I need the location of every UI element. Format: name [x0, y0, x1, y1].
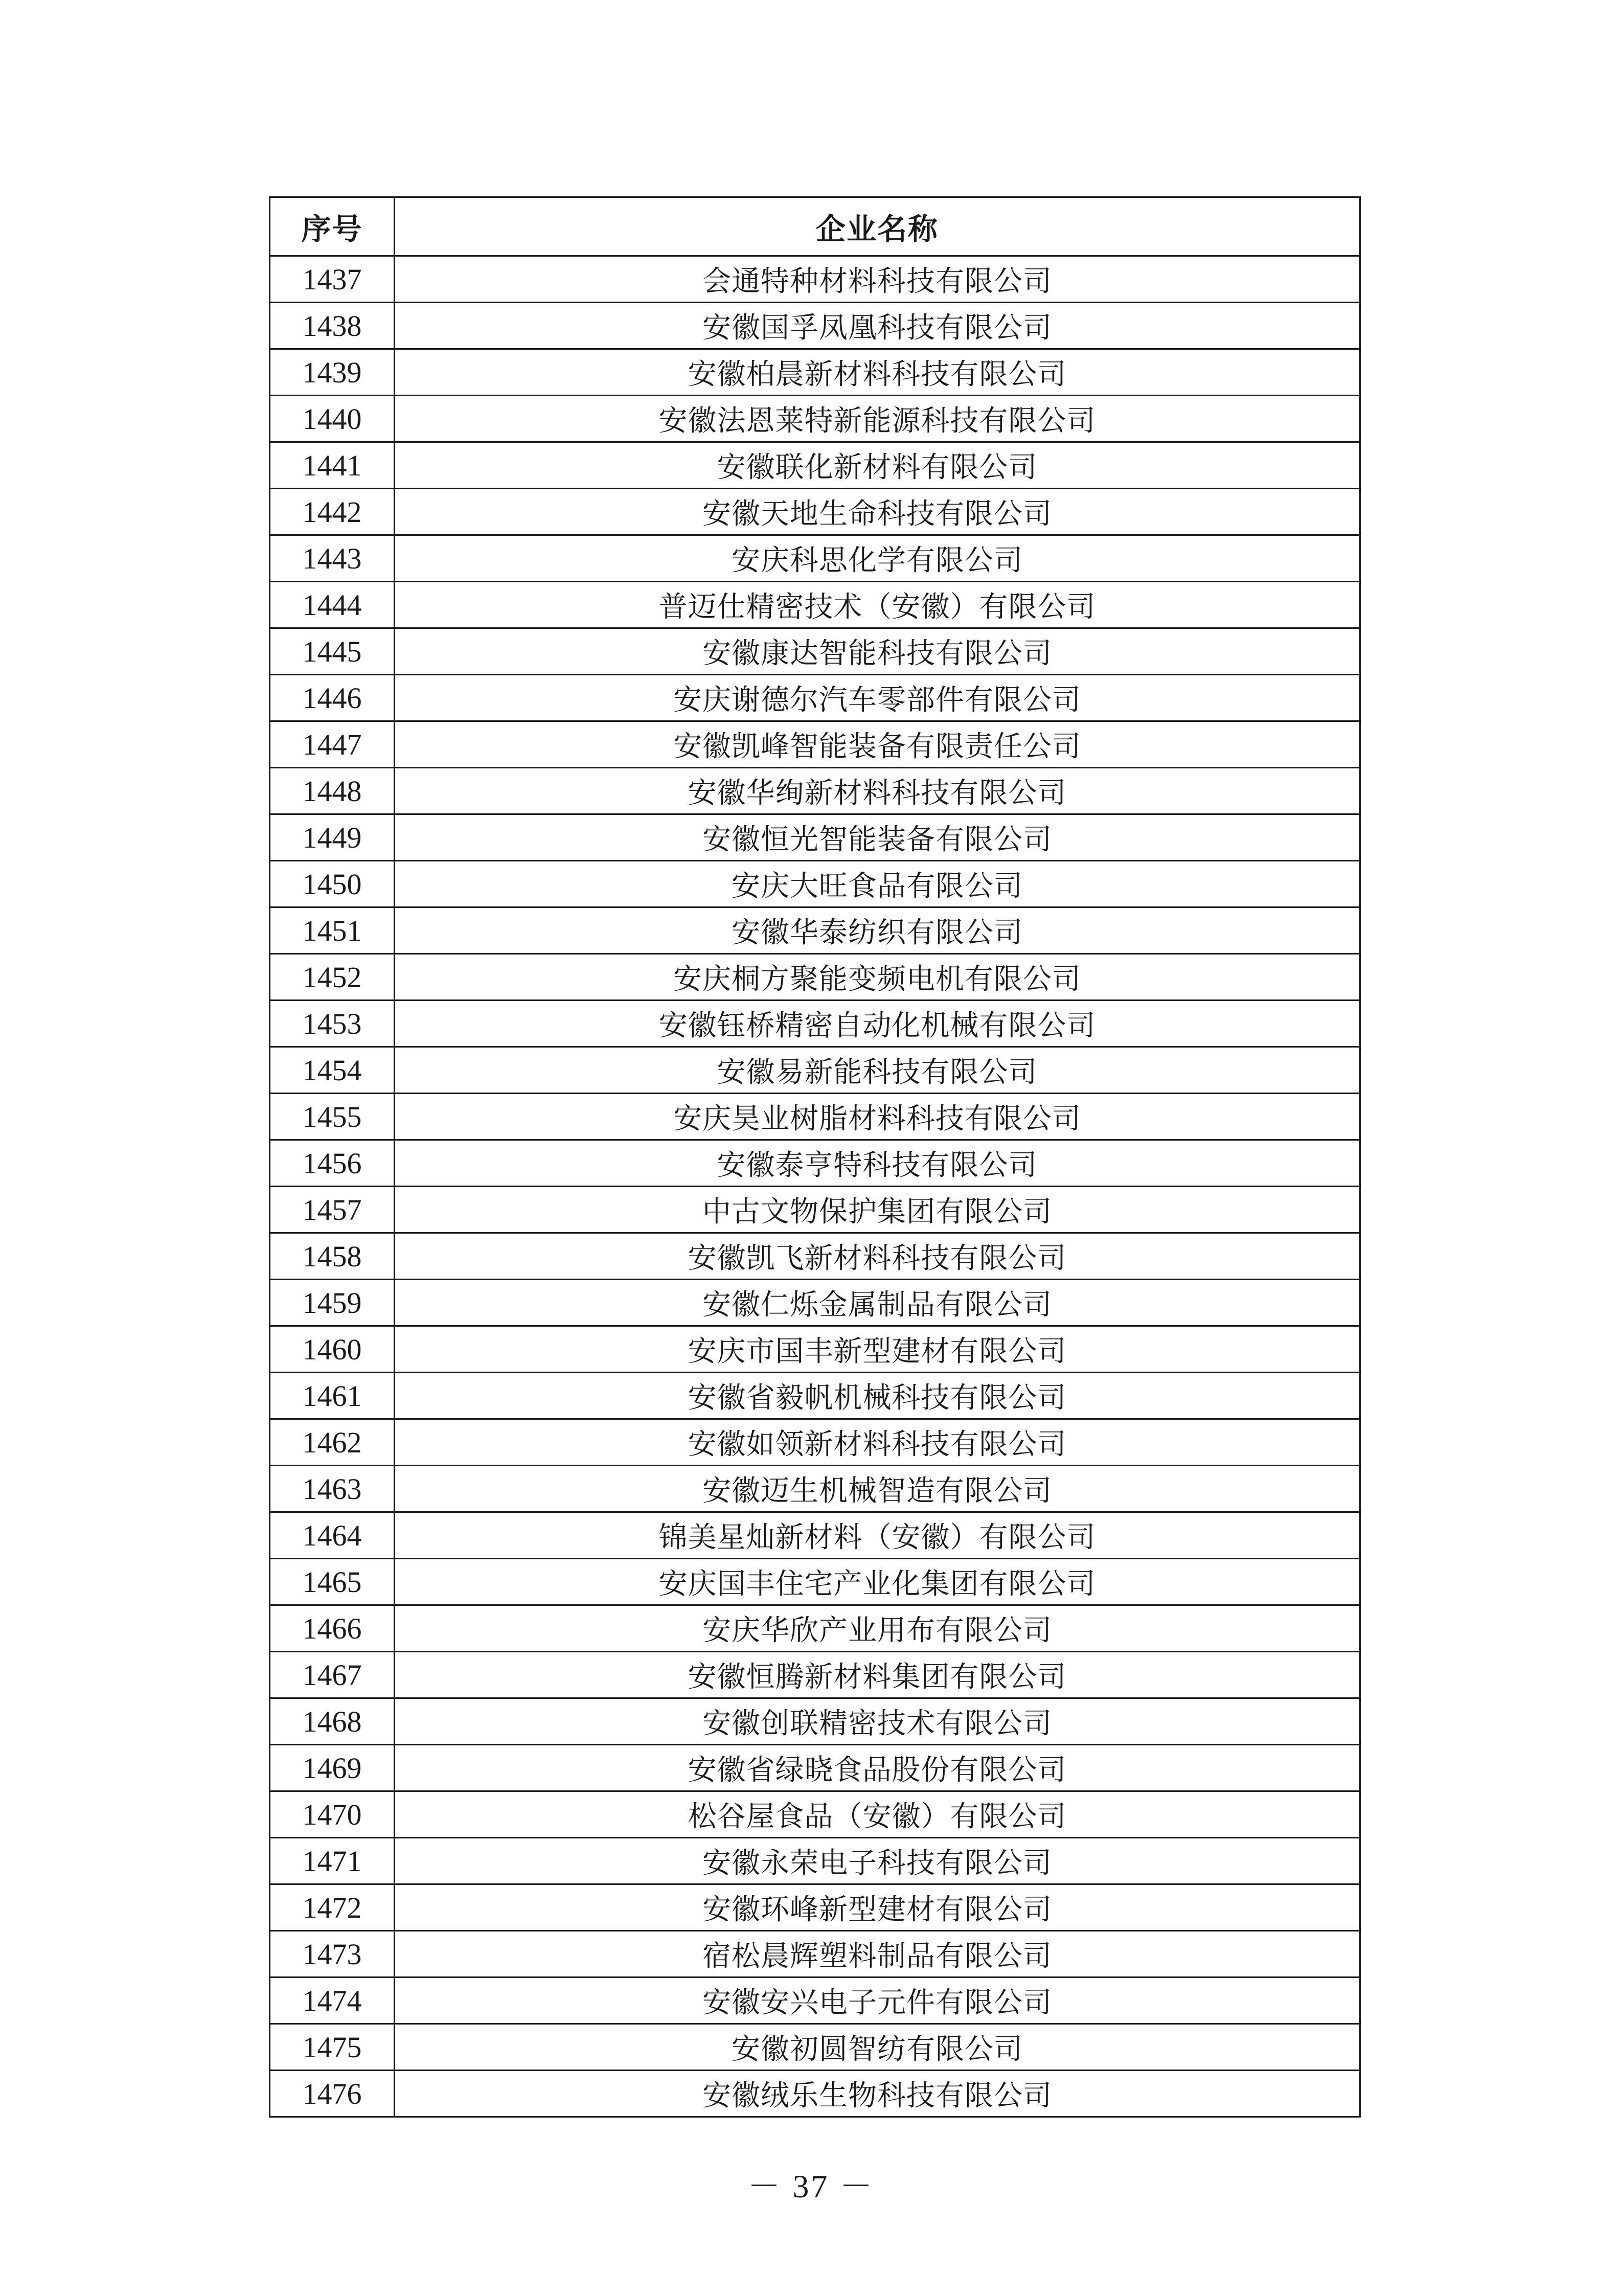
row-index-cell: 1467 [270, 1652, 395, 1698]
table-header [270, 197, 1360, 256]
table-row [270, 535, 1360, 582]
table-row [270, 1745, 1360, 1791]
page-number: － 37 － [747, 2168, 875, 2204]
row-index-cell: 1468 [270, 1698, 395, 1745]
company-name-cell: 安徽恒光智能装备有限公司 [395, 814, 1360, 861]
table-row [270, 1512, 1360, 1559]
company-name-cell: 安徽安兴电子元件有限公司 [395, 1977, 1360, 2024]
row-index-cell: 1472 [270, 1884, 395, 1931]
company-list-table [269, 196, 1361, 2118]
company-name-cell: 安徽创联精密技术有限公司 [395, 1698, 1360, 1745]
table-row [270, 628, 1360, 675]
row-index-cell: 1471 [270, 1838, 395, 1884]
row-index-cell: 1476 [270, 2071, 395, 2117]
table-row [270, 1559, 1360, 1605]
table-row [270, 582, 1360, 628]
company-name-cell: 安庆桐方聚能变频电机有限公司 [395, 954, 1360, 1001]
row-index-cell: 1470 [270, 1791, 395, 1838]
table-row [270, 1140, 1360, 1187]
row-index-cell: 1464 [270, 1512, 395, 1559]
company-name-cell: 中古文物保护集团有限公司 [395, 1187, 1360, 1233]
company-name-cell: 安徽仁烁金属制品有限公司 [395, 1280, 1360, 1326]
table-row [270, 675, 1360, 721]
row-index-cell: 1440 [270, 396, 395, 442]
company-name-cell: 安徽恒腾新材料集团有限公司 [395, 1652, 1360, 1698]
table-row [270, 954, 1360, 1001]
company-name-cell: 安徽易新能科技有限公司 [395, 1047, 1360, 1094]
company-name-column-header: 企业名称 [395, 197, 1360, 256]
company-name-cell: 安庆市国丰新型建材有限公司 [395, 1326, 1360, 1373]
table-row [270, 1001, 1360, 1047]
company-name-cell: 安徽泰亨特科技有限公司 [395, 1140, 1360, 1187]
company-name-cell: 安徽国孚凤凰科技有限公司 [395, 303, 1360, 349]
company-name-cell: 锦美星灿新材料（安徽）有限公司 [395, 1512, 1360, 1559]
row-index-cell: 1473 [270, 1931, 395, 1977]
table-row [270, 1280, 1360, 1326]
row-index-cell: 1456 [270, 1140, 395, 1187]
table-row [270, 1977, 1360, 2024]
row-index-cell: 1444 [270, 582, 395, 628]
company-name-cell: 安徽凯峰智能装备有限责任公司 [395, 721, 1360, 768]
table-row [270, 1373, 1360, 1419]
company-name-cell: 安庆科思化学有限公司 [395, 535, 1360, 582]
table-row [270, 861, 1360, 907]
table-row [270, 1605, 1360, 1652]
row-index-cell: 1465 [270, 1559, 395, 1605]
table-row [270, 396, 1360, 442]
company-name-cell: 安徽凯飞新材料科技有限公司 [395, 1233, 1360, 1280]
table-row [270, 1187, 1360, 1233]
table-row [270, 442, 1360, 489]
row-index-cell: 1459 [270, 1280, 395, 1326]
company-name-cell: 安徽法恩莱特新能源科技有限公司 [395, 396, 1360, 442]
table-row [270, 1838, 1360, 1884]
table-header-row [270, 197, 1360, 256]
table-row [270, 1466, 1360, 1512]
company-name-cell: 安庆昊业树脂材料科技有限公司 [395, 1094, 1360, 1140]
company-name-cell: 安徽钰桥精密自动化机械有限公司 [395, 1001, 1360, 1047]
company-name-cell: 安徽如领新材料科技有限公司 [395, 1419, 1360, 1466]
row-index-cell: 1445 [270, 628, 395, 675]
company-name-cell: 宿松晨辉塑料制品有限公司 [395, 1931, 1360, 1977]
row-index-cell: 1437 [270, 256, 395, 303]
row-index-cell: 1448 [270, 768, 395, 814]
table-row [270, 489, 1360, 535]
table-row [270, 721, 1360, 768]
table-row [270, 1094, 1360, 1140]
row-index-cell: 1441 [270, 442, 395, 489]
row-index-cell: 1461 [270, 1373, 395, 1419]
company-name-cell: 会通特种材料科技有限公司 [395, 256, 1360, 303]
row-index-cell: 1469 [270, 1745, 395, 1791]
company-name-cell: 安徽初圆智纺有限公司 [395, 2024, 1360, 2071]
table-row [270, 907, 1360, 954]
company-name-cell: 普迈仕精密技术（安徽）有限公司 [395, 582, 1360, 628]
company-name-cell: 安徽迈生机械智造有限公司 [395, 1466, 1360, 1512]
row-index-cell: 1451 [270, 907, 395, 954]
company-name-cell: 安庆国丰住宅产业化集团有限公司 [395, 1559, 1360, 1605]
row-index-cell: 1443 [270, 535, 395, 582]
row-index-cell: 1462 [270, 1419, 395, 1466]
company-name-cell: 安徽华绚新材料科技有限公司 [395, 768, 1360, 814]
company-name-cell: 安徽天地生命科技有限公司 [395, 489, 1360, 535]
row-index-cell: 1449 [270, 814, 395, 861]
row-index-cell: 1457 [270, 1187, 395, 1233]
row-index-cell: 1460 [270, 1326, 395, 1373]
table-row [270, 256, 1360, 303]
row-index-cell: 1455 [270, 1094, 395, 1140]
company-name-cell: 安徽联化新材料有限公司 [395, 442, 1360, 489]
row-index-cell: 1454 [270, 1047, 395, 1094]
table-row [270, 1698, 1360, 1745]
table-row [270, 1884, 1360, 1931]
row-index-cell: 1475 [270, 2024, 395, 2071]
company-name-cell: 松谷屋食品（安徽）有限公司 [395, 1791, 1360, 1838]
table-row [270, 349, 1360, 396]
row-index-cell: 1453 [270, 1001, 395, 1047]
company-name-cell: 安徽华泰纺织有限公司 [395, 907, 1360, 954]
company-name-cell: 安庆大旺食品有限公司 [395, 861, 1360, 907]
company-name-cell: 安徽绒乐生物科技有限公司 [395, 2071, 1360, 2117]
company-name-cell: 安徽柏晨新材料科技有限公司 [395, 349, 1360, 396]
company-name-cell: 安徽环峰新型建材有限公司 [395, 1884, 1360, 1931]
row-index-cell: 1474 [270, 1977, 395, 2024]
row-index-cell: 1442 [270, 489, 395, 535]
table-row [270, 303, 1360, 349]
company-name-cell: 安庆华欣产业用布有限公司 [395, 1605, 1360, 1652]
company-name-cell: 安徽永荣电子科技有限公司 [395, 1838, 1360, 1884]
company-name-cell: 安庆谢德尔汽车零部件有限公司 [395, 675, 1360, 721]
table-row [270, 768, 1360, 814]
table-row [270, 2071, 1360, 2117]
table-row [270, 814, 1360, 861]
table-row [270, 1326, 1360, 1373]
row-index-cell: 1450 [270, 861, 395, 907]
index-column-header: 序号 [270, 197, 395, 256]
company-name-cell: 安徽康达智能科技有限公司 [395, 628, 1360, 675]
table-row [270, 1047, 1360, 1094]
row-index-cell: 1458 [270, 1233, 395, 1280]
row-index-cell: 1452 [270, 954, 395, 1001]
row-index-cell: 1463 [270, 1466, 395, 1512]
table-row [270, 1419, 1360, 1466]
company-name-cell: 安徽省绿晓食品股份有限公司 [395, 1745, 1360, 1791]
table-row [270, 1233, 1360, 1280]
row-index-cell: 1466 [270, 1605, 395, 1652]
row-index-cell: 1438 [270, 303, 395, 349]
table-row [270, 1931, 1360, 1977]
table-body [270, 256, 1360, 2117]
row-index-cell: 1439 [270, 349, 395, 396]
company-name-cell: 安徽省毅帆机械科技有限公司 [395, 1373, 1360, 1419]
table-row [270, 1652, 1360, 1698]
table-row [270, 2024, 1360, 2071]
table-row [270, 1791, 1360, 1838]
row-index-cell: 1447 [270, 721, 395, 768]
row-index-cell: 1446 [270, 675, 395, 721]
